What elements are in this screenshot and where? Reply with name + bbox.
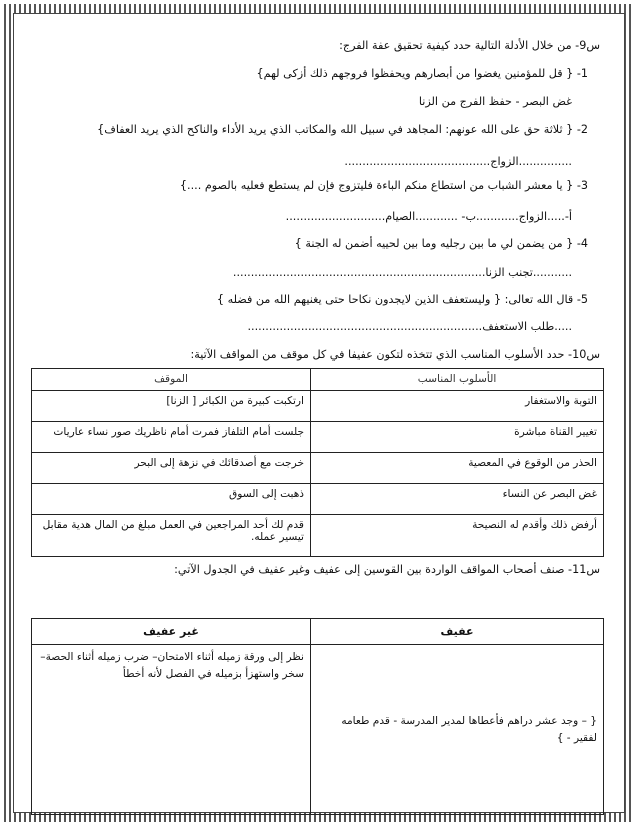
q10-situation-cell: خرجت مع أصدقائك في نزهة إلى البحر <box>32 453 311 484</box>
q11-not-chaste-cell: نظر إلى ورقة زميله أثناء الامتحان– ضرب زميله أثناء الحصة– سخر واستهزأ بزميله في الفصل لأنه أخطأ <box>32 645 311 815</box>
table-row <box>32 422 604 453</box>
table-row <box>32 645 604 815</box>
q9-item-5-answer: .....طلب الاستعفف.................................................................. <box>247 320 572 333</box>
q11-table <box>31 618 604 815</box>
q10-method-cell: أرفض ذلك وأقدم له النصيحة <box>311 515 604 557</box>
q10-table <box>31 368 604 557</box>
table-row <box>32 453 604 484</box>
q10-situation-cell: ارتكبت كبيرة من الكبائر [ الزنا] <box>32 391 311 422</box>
table-row <box>32 391 604 422</box>
q11-header-row <box>32 619 604 645</box>
q9-item-4: 4- { من يضمن لي ما بين رجليه وما بين لحييه أضمن له الجنة } <box>294 237 588 250</box>
q10-situation-cell: قدم لك أحد المراجعين في العمل مبلغ من المال هدية مقابل تيسير عمله. <box>32 515 311 557</box>
q11-title: س11- صنف أصحاب المواقف الواردة بين القوسين إلى عفيف وغير عفيف في الجدول الآتي: <box>174 563 600 576</box>
q11-header-chaste: عفيف <box>311 619 604 645</box>
q11-header-not-chaste: غير عفيف <box>32 619 311 645</box>
q10-situation-cell: جلست أمام التلفاز فمرت أمام ناظريك صور نساء عاريات <box>32 422 311 453</box>
q9-item-2: 2- { ثلاثة حق على الله عونهم: المجاهد في سبيل الله والمكاتب الذي يريد الأداء والناكح الذي يريد العفاف} <box>97 123 588 136</box>
q9-item-3-answer: أ-.....الزواج............ب- ............الصيام............................ <box>285 210 572 223</box>
q9-title: س9- من خلال الأدلة التالية حدد كيفية تحقيق عفة الفرج: <box>339 39 600 52</box>
q10-method-cell: غض البصر عن النساء <box>311 484 604 515</box>
q10-header-row <box>32 369 604 391</box>
q10-header-situation: الموقف <box>32 369 311 391</box>
q10-header-method: الأسلوب المناسب <box>311 369 604 391</box>
q9-item-1: 1- { قل للمؤمنين يغضوا من أبصارهم ويحفظوا فروجهم ذلك أزكى لهم} <box>256 67 588 80</box>
q10-method-cell: التوبة والاستغفار <box>311 391 604 422</box>
q9-item-4-answer: ...........تجنب الزنا....................................................................... <box>232 266 572 279</box>
q9-item-5: 5- قال الله تعالى: { وليستعفف الذين لايجدون نكاحا حتى يغنيهم الله من فضله } <box>216 293 588 306</box>
q10-title: س10- حدد الأسلوب المناسب الذي تتخذه لتكون عفيفا في كل موقف من المواقف الآتية: <box>190 348 600 361</box>
q10-method-cell: الحذر من الوقوع في المعصية <box>311 453 604 484</box>
q9-item-3: 3- { يا معشر الشباب من استطاع منكم الباءة فليتزوج فإن لم يستطع فعليه بالصوم ....} <box>179 179 588 192</box>
table-row <box>32 484 604 515</box>
q11-chaste-cell: { – وجد عشر دراهم فأعطاها لمدير المدرسة - قدم طعامه لفقير - } <box>311 645 604 815</box>
q10-situation-cell: ذهبت إلى السوق <box>32 484 311 515</box>
q10-method-cell: تغيير القناة مباشرة <box>311 422 604 453</box>
table-row <box>32 515 604 557</box>
q9-item-1-answer: غض البصر - حفظ الفرج من الزنا <box>418 95 572 108</box>
q9-item-2-answer: ...............الزواج......................................... <box>344 155 572 168</box>
